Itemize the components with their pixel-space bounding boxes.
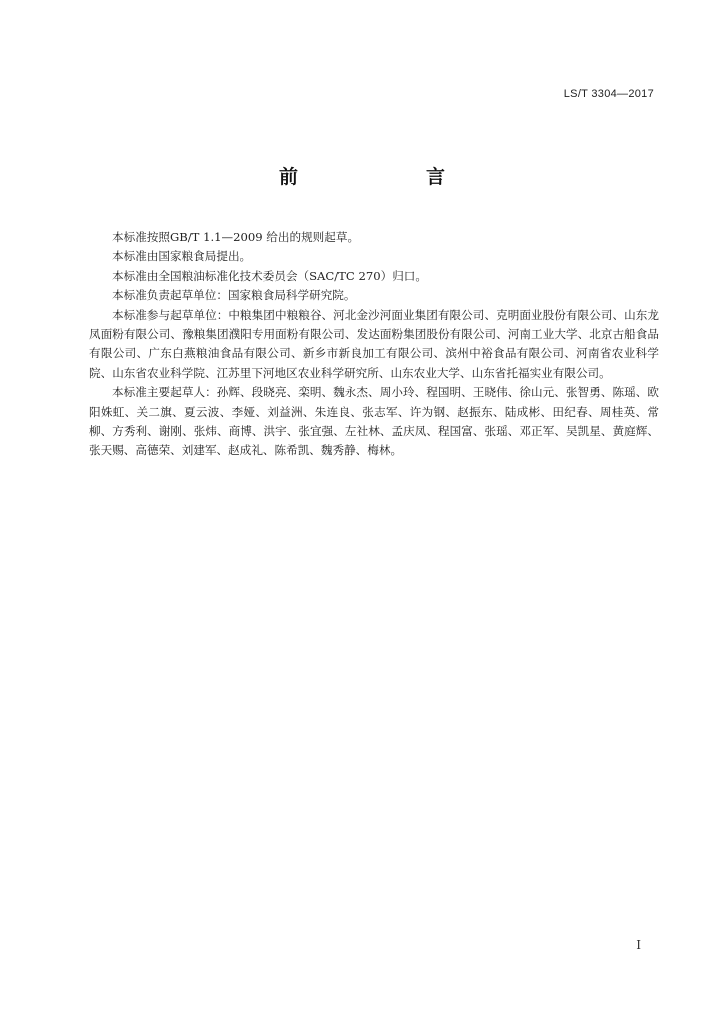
paragraph-participating-units: 本标准参与起草单位：中粮集团中粮粮谷、河北金沙河面业集团有限公司、克明面业股份有限公司、山东龙凤面粉有限公司、豫粮集团濮阳专用面粉有限公司、发达面粉集团股份有限公司、河南工业大学、北京古船食品有限公司、广东白燕粮油食品有限公司、新乡市新良加工有限公司、滨州中裕食品有限公司、河南省农业科学院、山东省农业科学院、江苏里下河地区农业科学研究所、山东农业大学、山东省托福实业有限公司。 bbox=[89, 307, 659, 380]
paragraph-proposer: 本标准由国家粮食局提出。 bbox=[112, 249, 252, 264]
paragraph-committee: 本标准由全国粮油标准化技术委员会（SAC/TC 270）归口。 bbox=[112, 268, 427, 283]
foreword-body bbox=[89, 228, 659, 461]
page-number: I bbox=[636, 938, 641, 952]
paragraph-main-drafters: 本标准主要起草人：孙辉、段晓亮、栾明、魏永杰、周小玲、程国明、王晓伟、徐山元、张智勇、陈瑶、欧阳姝虹、关二旗、夏云波、李娅、刘益洲、朱连良、张志军、许为钢、赵振东、陆成彬、田纪春、周桂英、常柳、方秀利、谢刚、张炜、商博、洪宇、张宜强、左社林、孟庆凤、程国富、张瑶、邓正军、吴凯星、黄庭辉、张天赐、高德荣、刘建军、赵成礼、陈希凯、魏秀静、梅林。 bbox=[89, 385, 659, 458]
standard-code: LS/T 3304—2017 bbox=[563, 88, 654, 100]
paragraph-drafting-rules: 本标准按照GB/T 1.1—2009 给出的规则起草。 bbox=[112, 230, 360, 244]
paragraph-lead-drafter: 本标准负责起草单位：国家粮食局科学研究院。 bbox=[112, 288, 356, 303]
page-title: 前 言 bbox=[278, 166, 475, 188]
